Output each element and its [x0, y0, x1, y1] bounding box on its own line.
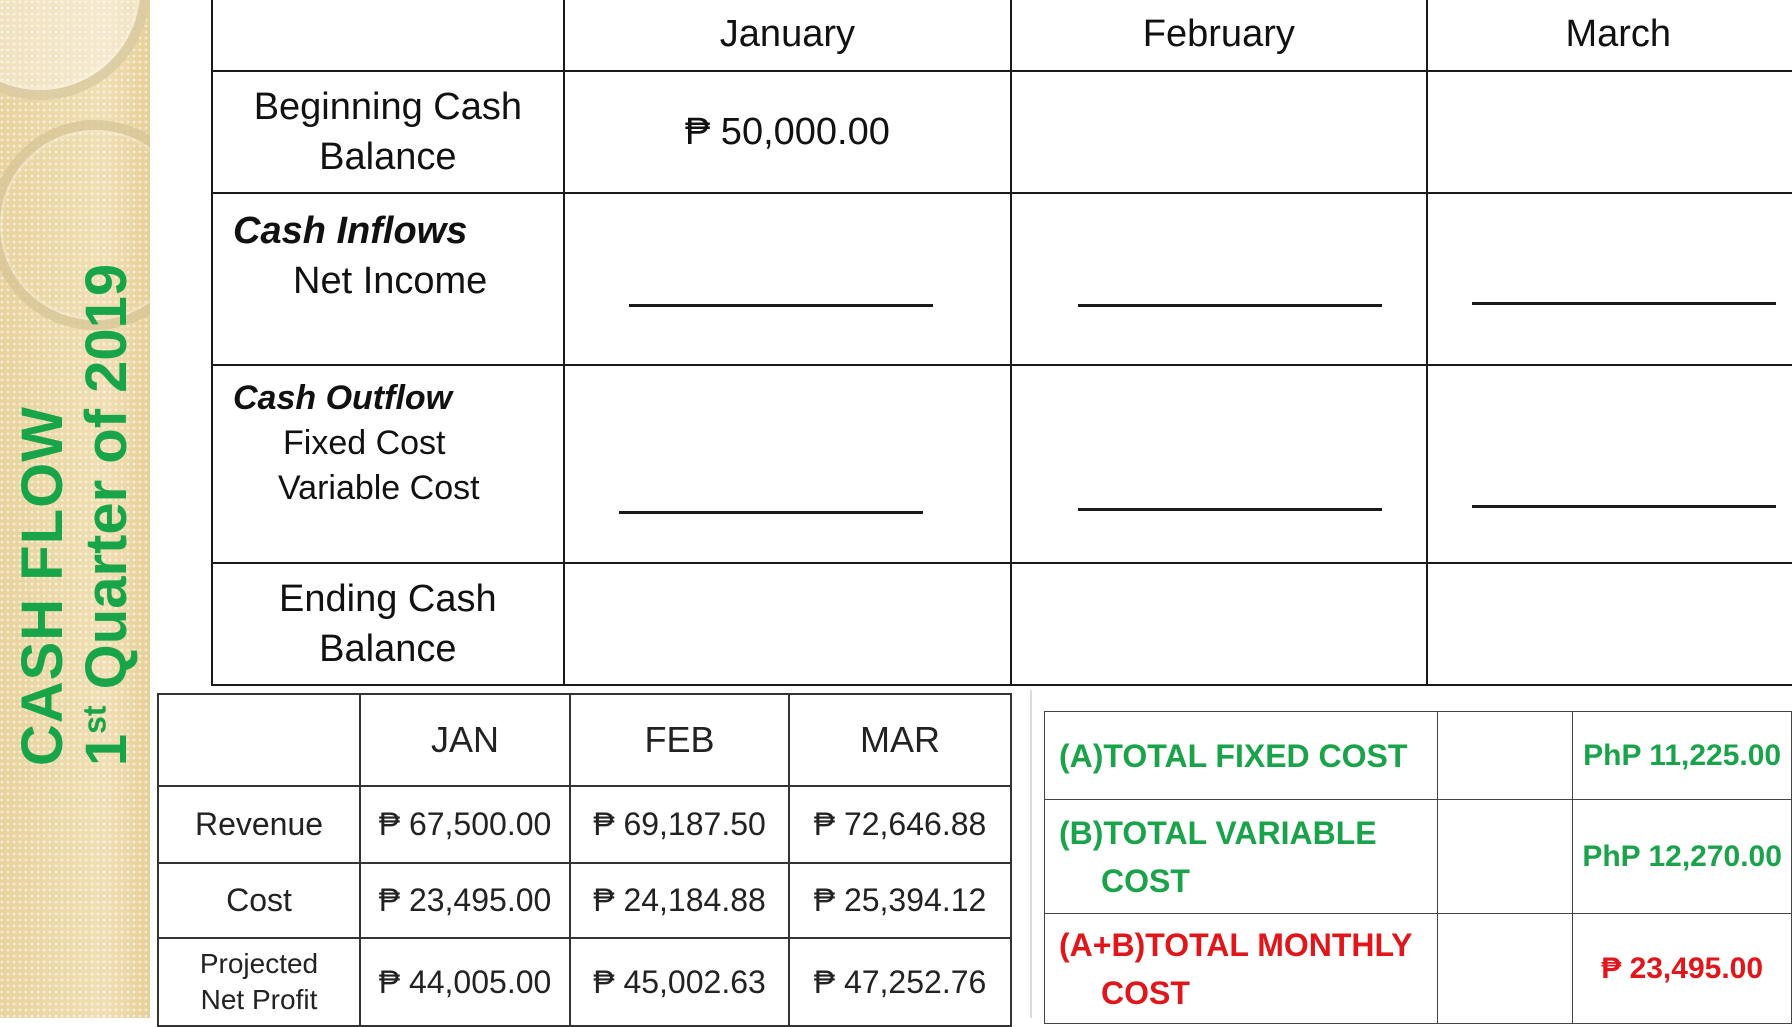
title-ordinal-suffix: st	[76, 705, 113, 734]
net-income-january-blank	[564, 193, 1011, 365]
total-fixed-cost-label: (A)TOTAL FIXED COST	[1045, 712, 1438, 800]
label-line: COST	[1101, 862, 1190, 899]
revenue-feb: ₱ 69,187.50	[570, 786, 789, 863]
title-ordinal: 1	[74, 733, 139, 767]
beginning-balance-january: ₱ 50,000.00	[564, 71, 1011, 193]
title-line1: CASH FLOW	[10, 406, 75, 767]
outflow-march-blank	[1427, 365, 1792, 563]
label-line: Beginning Cash	[253, 86, 522, 128]
total-fixed-cost-row	[1045, 712, 1792, 800]
profit-header-jan: JAN	[360, 694, 570, 786]
cost-label: Cost	[158, 863, 360, 938]
total-monthly-cost-row	[1045, 914, 1792, 1024]
ending-balance-row	[212, 563, 1792, 685]
outflow-february-blank	[1011, 365, 1426, 563]
label-line: (B)TOTAL VARIABLE	[1059, 814, 1377, 851]
fixed-cost-label: Fixed Cost	[283, 424, 446, 462]
label-line: Ending Cash	[279, 578, 497, 620]
outflow-january-blank	[564, 365, 1011, 563]
blank-line	[629, 304, 933, 307]
beginning-balance-label	[212, 71, 564, 193]
profit-header-row	[158, 694, 1011, 786]
label-line: (A+B)TOTAL MONTHLY	[1059, 926, 1413, 963]
header-row	[212, 0, 1792, 71]
cash-outflow-row	[212, 365, 1792, 563]
cost-summary-table	[1044, 711, 1792, 1024]
total-fixed-cost-amount: PhP 11,225.00	[1573, 712, 1792, 800]
cash-flow-table	[211, 0, 1792, 686]
total-monthly-cost-amount: ₱ 23,495.00	[1573, 914, 1792, 1024]
blank-line	[619, 511, 923, 514]
net-income-march-blank	[1427, 193, 1792, 365]
revenue-label: Revenue	[158, 786, 360, 863]
profit-header-feb: FEB	[570, 694, 789, 786]
cost-mar: ₱ 25,394.12	[789, 863, 1011, 938]
label-line: COST	[1101, 974, 1190, 1011]
label-line: Net Profit	[200, 984, 318, 1015]
projected-profit-table	[157, 693, 1012, 1027]
variable-cost-label: Variable Cost	[278, 469, 480, 507]
vertical-title	[11, 264, 139, 766]
blank-line	[1472, 302, 1776, 305]
blank-line	[1078, 304, 1382, 307]
ending-balance-january	[564, 563, 1011, 685]
blank-line	[1078, 508, 1382, 511]
header-february: February	[1011, 0, 1426, 71]
ending-balance-february	[1011, 563, 1426, 685]
header-march: March	[1427, 0, 1792, 71]
profit-header-mar: MAR	[789, 694, 1011, 786]
net-income-february-blank	[1011, 193, 1426, 365]
profit-header-blank	[158, 694, 360, 786]
total-variable-cost-label	[1045, 800, 1438, 914]
total-monthly-cost-blank	[1437, 914, 1573, 1024]
cost-feb: ₱ 24,184.88	[570, 863, 789, 938]
total-variable-cost-amount: PhP 12,270.00	[1573, 800, 1792, 914]
net-profit-mar: ₱ 47,252.76	[789, 938, 1011, 1026]
ending-balance-march	[1427, 563, 1792, 685]
beginning-balance-row	[212, 71, 1792, 193]
cash-inflows-row	[212, 193, 1792, 365]
net-income-label: Net Income	[293, 260, 488, 302]
total-monthly-cost-label	[1045, 914, 1438, 1024]
decorative-sidebar	[0, 0, 150, 1018]
total-variable-cost-row	[1045, 800, 1792, 914]
cost-row	[158, 863, 1011, 938]
cash-outflow-label	[212, 365, 564, 563]
beginning-balance-march	[1427, 71, 1792, 193]
header-january: January	[564, 0, 1011, 71]
cash-inflows-label	[212, 193, 564, 365]
section-heading: Cash Inflows	[233, 210, 468, 252]
total-variable-cost-blank	[1437, 800, 1573, 914]
ending-balance-label	[212, 563, 564, 685]
total-fixed-cost-blank	[1437, 712, 1573, 800]
table-divider	[1030, 690, 1032, 1018]
revenue-mar: ₱ 72,646.88	[789, 786, 1011, 863]
title-quarter: Quarter of 2019	[74, 263, 139, 706]
cost-jan: ₱ 23,495.00	[360, 863, 570, 938]
net-profit-row	[158, 938, 1011, 1026]
label-line: Balance	[319, 628, 457, 670]
decorative-ring	[0, 0, 150, 100]
revenue-jan: ₱ 67,500.00	[360, 786, 570, 863]
net-profit-feb: ₱ 45,002.63	[570, 938, 789, 1026]
net-profit-jan: ₱ 44,005.00	[360, 938, 570, 1026]
blank-line	[1472, 505, 1776, 508]
beginning-balance-february	[1011, 71, 1426, 193]
title-line2	[75, 264, 139, 766]
header-blank	[212, 0, 564, 71]
revenue-row	[158, 786, 1011, 863]
label-line: Balance	[319, 136, 457, 178]
section-heading: Cash Outflow	[233, 379, 453, 417]
net-profit-label	[158, 938, 360, 1026]
label-line: Projected	[199, 948, 319, 979]
